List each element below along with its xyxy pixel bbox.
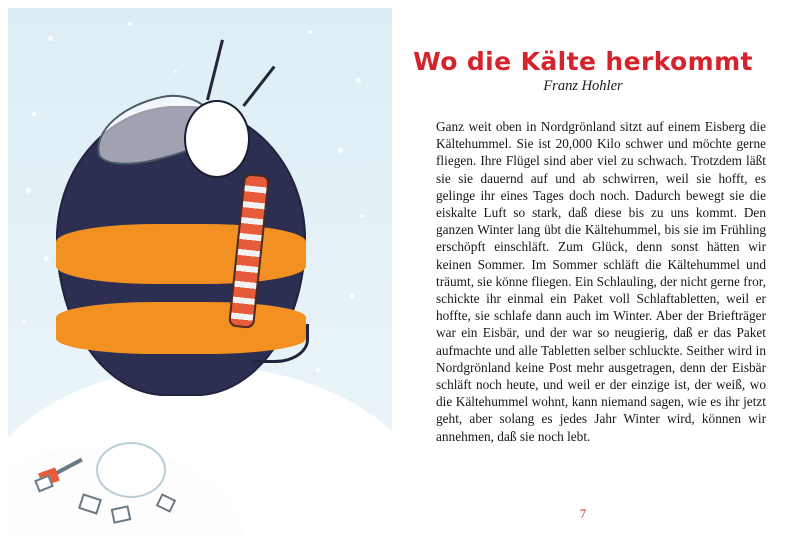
- iceberg-edge: [8, 414, 392, 416]
- story-body-text: Ganz weit oben in Nordgrönland sitzt auf einem Eisberg die Kältehummel. Sie ist 20,000 Kilo schwer und möchte gerne fliegen. Ihre Flügel sind aber viel zu schwach. Trotzdem läßt sie sie dauernd auf und ab schwirren, weil sie hofft, es gelinge ihr eines Tages doch noch. Dadurch bewegt sie die eiskalte Luft so stark, daß diese bis zu uns kommt. Den ganzen Winter lang übt die Kältehummel, bis sie im Frühling erschöpft einschläft. Zum Glück, denn sonst hätten wir keinen Sommer. Im Sommer schläft die Kältehummel und träumt, sie könne fliegen. Ein Schlauling, der nicht gerne fror, schickte ihr einmal ein Paket voll Schlaftabletten, weil er hoffte, sie schlafe dann auch im Winter. Aber der Briefträger war ein Eisbär, und der war so neugierig, daß er das Paket aufmachte und alle Tabletten selber schluckte. Seither wird in Nordgrönland keine Post mehr ausgetragen, denn der Eisbär schläft noch heute, und weil er der einzige ist, der weiß, wo die Kältehummel wohnt, kann niemand sagen, wie es ihr jetzt geht, aber solang es jedes Jahr Winter wird, können wir annehmen, daß sie noch lebt.: [436, 119, 766, 444]
- bumblebee-arm: [252, 324, 309, 363]
- snowflake-icon: [26, 188, 31, 193]
- antenna-icon: [242, 66, 275, 107]
- snowflake-icon: [48, 36, 53, 41]
- snowflake-icon: [350, 294, 354, 298]
- story-title: Wo die Kälte herkommt: [413, 46, 753, 76]
- bumblebee-head: [184, 100, 250, 178]
- illustration-bumblebee-on-iceberg: [8, 8, 392, 536]
- snowflake-icon: [128, 22, 132, 26]
- snowflake-icon: [308, 30, 312, 34]
- snowflake-icon: [338, 148, 343, 153]
- right-page: [400, 0, 800, 544]
- snowflake-icon: [174, 70, 177, 73]
- snowflake-icon: [44, 256, 49, 261]
- snowflake-icon: [360, 214, 364, 218]
- bumblebee: [56, 86, 306, 396]
- page-number: 7: [579, 507, 587, 521]
- bumblebee-stripe: [56, 224, 306, 284]
- snowflake-icon: [316, 368, 320, 372]
- snowflake-icon: [22, 320, 26, 324]
- snowflake-icon: [32, 112, 36, 116]
- story-author: Franz Hohler: [543, 78, 623, 94]
- snowflake-icon: [356, 78, 361, 83]
- snowball: [96, 442, 166, 498]
- antenna-icon: [206, 39, 224, 100]
